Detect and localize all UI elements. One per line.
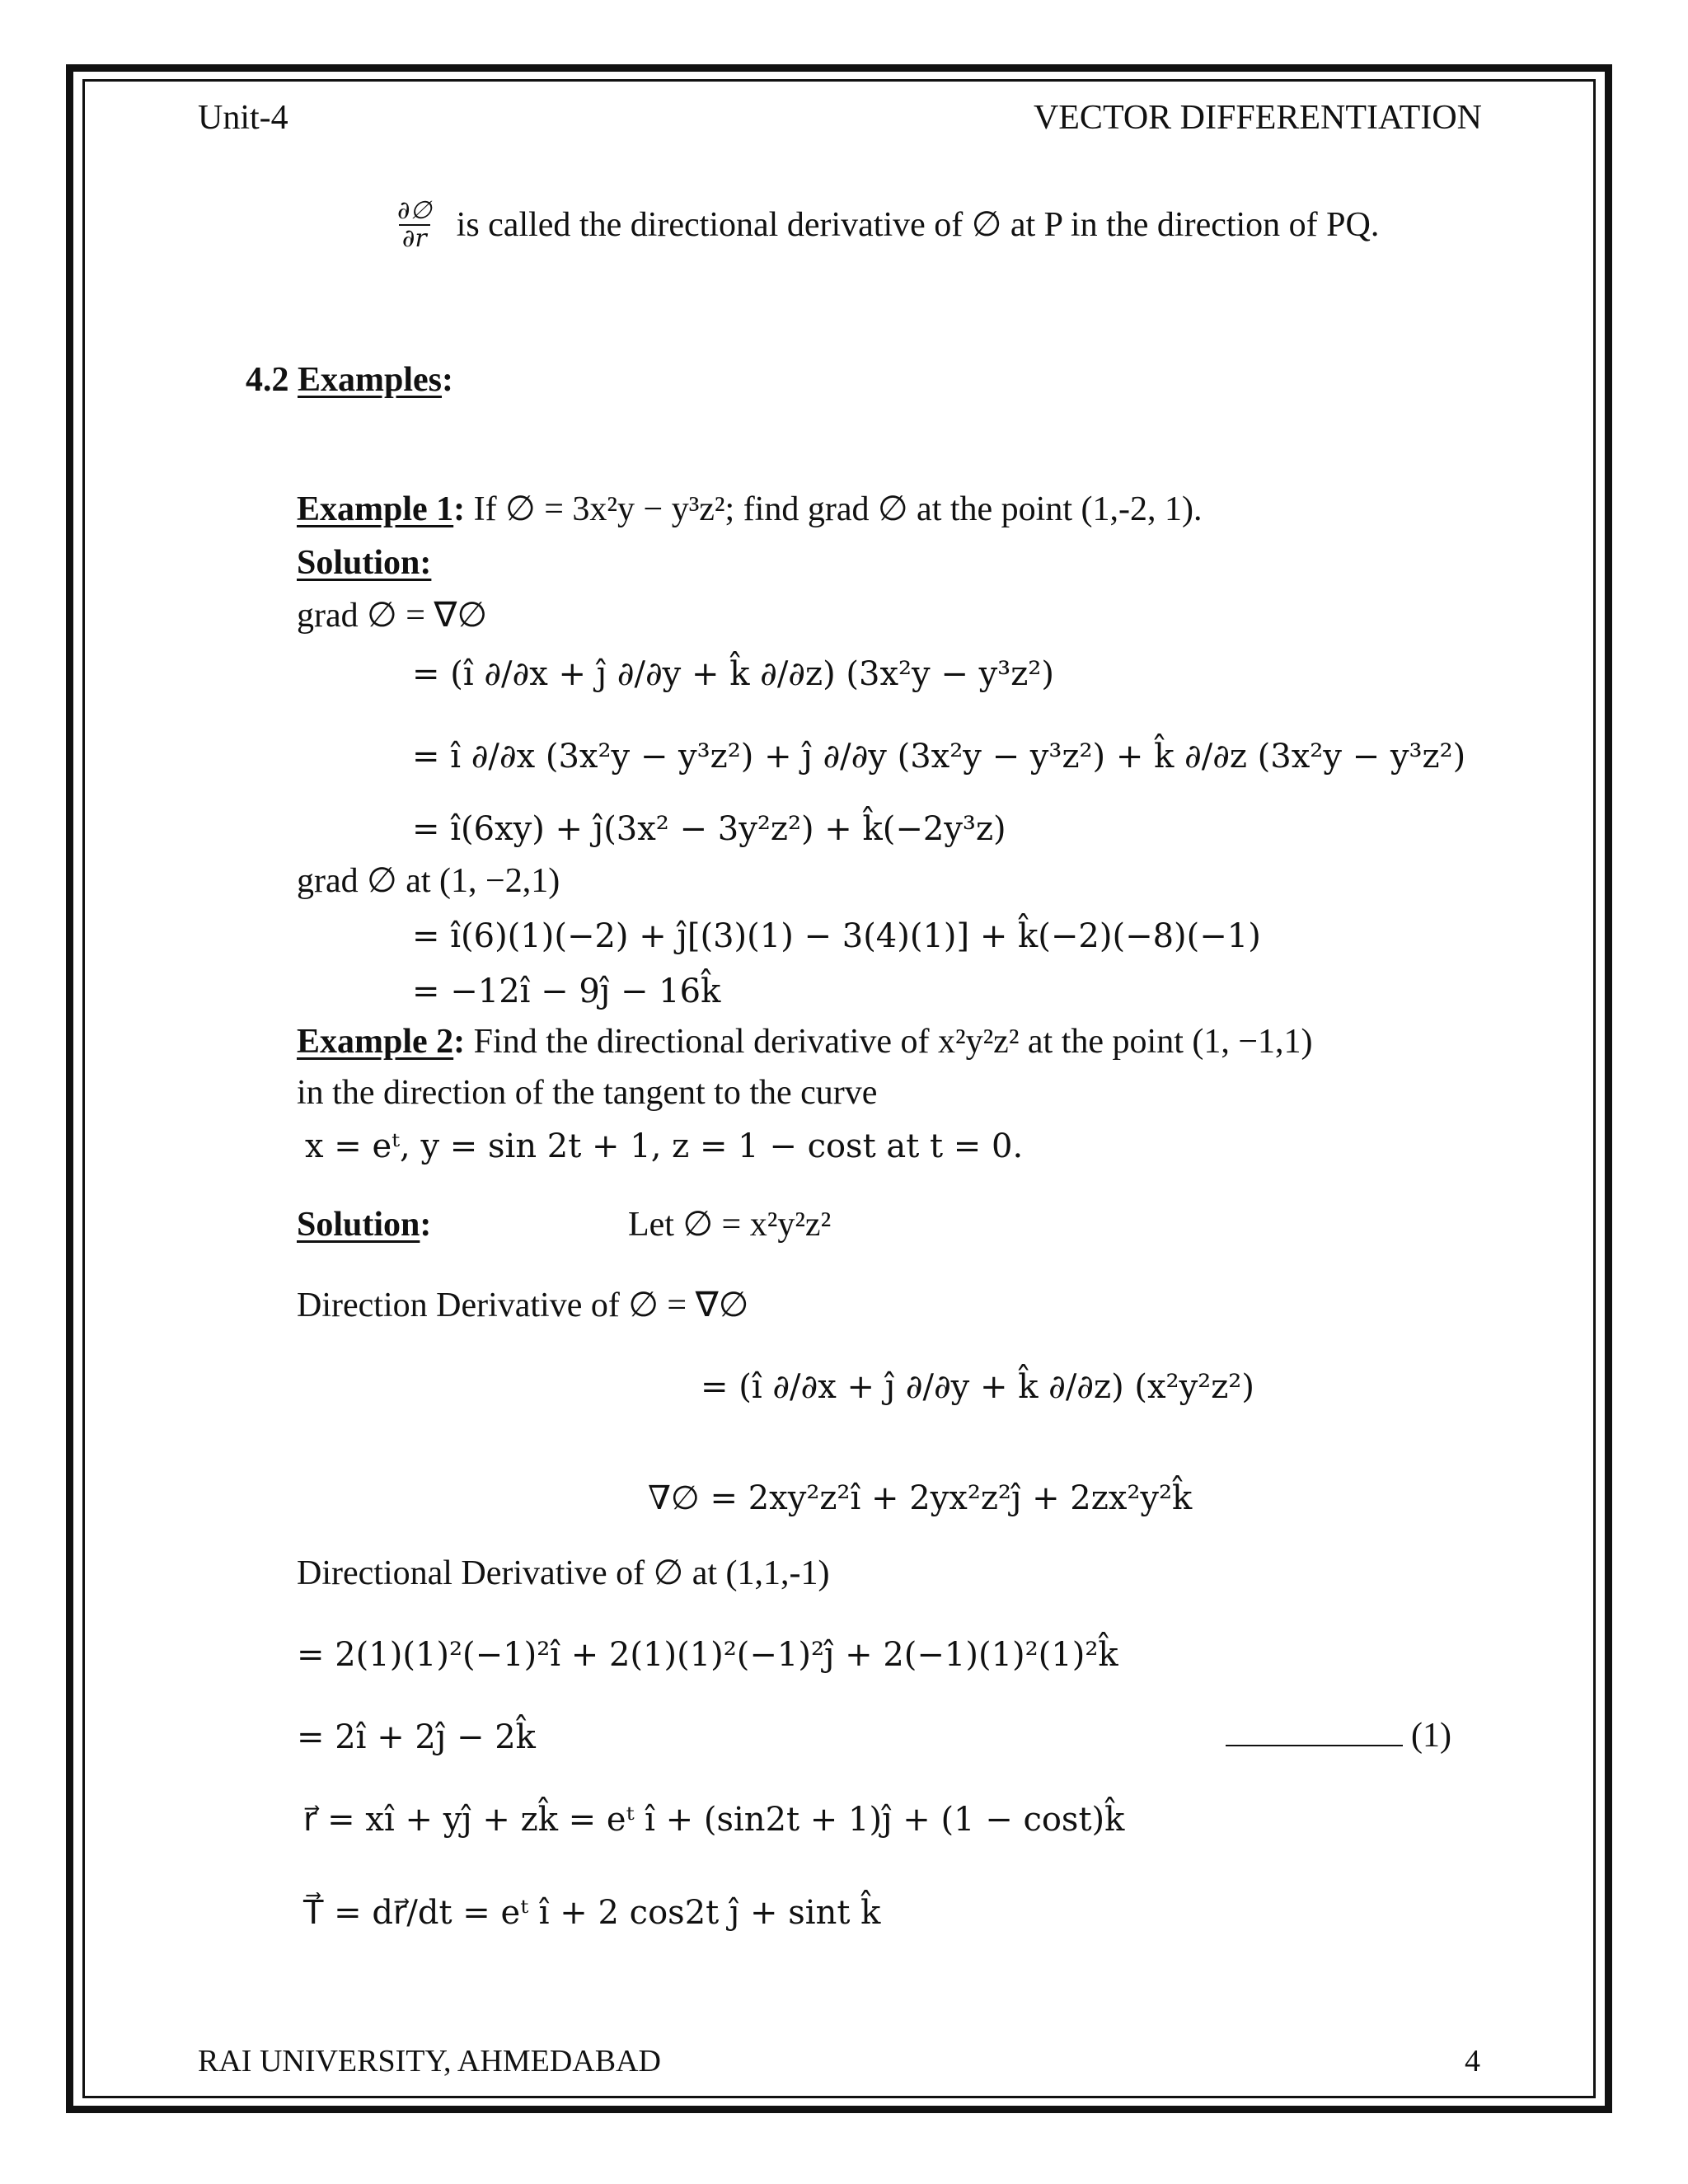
- example2-T-line: T⃗ = dr⃗/dt = eᵗ î + 2 cos2t ĵ + sint k̂: [303, 1894, 881, 1932]
- section-colon: :: [442, 361, 454, 399]
- example1-line-5: grad ∅ at (1, −2,1): [297, 862, 560, 900]
- example2-statement-3: x = eᵗ, y = sin 2t + 1, z = 1 − cost at t = 0.: [305, 1127, 1024, 1165]
- example1-line-3: = î ∂/∂x (3x²y − y³z²) + ĵ ∂/∂y (3x²y − y³z²) + k̂ ∂/∂z (3x²y − y³z²): [412, 738, 1466, 776]
- intro-text: is called the directional derivative of ∅ at P in the direction of PQ.: [456, 205, 1380, 244]
- example1-solution-label: Solution:: [297, 544, 432, 582]
- example1-line-6: = î(6)(1)(−2) + ĵ[(3)(1) − 3(4)(1)] + k̂(−2)(−8)(−1): [412, 917, 1261, 955]
- example2-grad-line: ∇∅ = 2xy²z²î + 2yx²z²ĵ + 2zx²y²k̂: [648, 1479, 1193, 1517]
- example2-result-line: = 2î + 2ĵ − 2k̂: [297, 1718, 536, 1756]
- example2-solution-label: Solution: [297, 1206, 420, 1244]
- example2-colon: :: [453, 1023, 466, 1061]
- example2-dd-line: Direction Derivative of ∅ = ∇∅: [297, 1286, 749, 1324]
- example1-statement-line: [297, 492, 1202, 527]
- example1-line-4: = î(6xy) + ĵ(3x² − 3y²z²) + k̂(−2y³z): [412, 810, 1006, 848]
- example2-dd-at: Directional Derivative of ∅ at (1,1,-1): [297, 1554, 830, 1592]
- example2-label: Example 2: [297, 1023, 454, 1061]
- frac-denominator: ∂r: [399, 224, 430, 252]
- equation-blank-line: [1226, 1718, 1403, 1746]
- example2-statement-line-1: [297, 1024, 1313, 1059]
- example2-let: Let ∅ = x²y²z²: [628, 1206, 832, 1244]
- example2-statement-1: Find the directional derivative of x²y²z² at the point (1, −1,1): [473, 1023, 1313, 1061]
- intro-line: [394, 198, 1379, 251]
- example2-solution-row: [297, 1207, 431, 1242]
- equation-number: (1): [1411, 1717, 1451, 1755]
- example2-operator-line: = (î ∂/∂x + ĵ ∂/∂y + k̂ ∂/∂z) (x²y²z²): [701, 1368, 1254, 1406]
- example1-colon: :: [453, 490, 466, 528]
- section-number: 4.2: [246, 361, 289, 399]
- header-unit: Unit-4: [198, 99, 288, 137]
- footer-university: RAI UNIVERSITY, AHMEDABAD: [198, 2044, 661, 2079]
- example1-line-7: = −12î − 9ĵ − 16k̂: [412, 972, 721, 1010]
- frac-numerator: ∂∅: [397, 196, 432, 225]
- example1-line-2: = (î ∂/∂x + ĵ ∂/∂y + k̂ ∂/∂z) (3x²y − y³z²): [412, 655, 1054, 693]
- example2-r-line: r⃗ = xî + yĵ + zk̂ = eᵗ î + (sin2t + 1)ĵ + (1 − cost)k̂: [303, 1801, 1125, 1839]
- equation-number-row: [1226, 1718, 1451, 1753]
- example2-statement-2: in the direction of the tangent to the curve: [297, 1074, 878, 1112]
- example1-label: Example 1: [297, 490, 454, 528]
- example1-line-1: grad ∅ = ∇∅: [297, 597, 488, 635]
- partial-fraction: [394, 198, 435, 251]
- section-title: Examples: [298, 361, 443, 399]
- header-title: VECTOR DIFFERENTIATION: [1033, 99, 1482, 137]
- example1-statement: If ∅ = 3x²y − y³z²; find grad ∅ at the point (1,-2, 1).: [473, 490, 1203, 528]
- example2-eval-line: = 2(1)(1)²(−1)²î + 2(1)(1)²(−1)²ĵ + 2(−1)(1)²(1)²k̂: [297, 1636, 1118, 1674]
- page-number: 4: [1465, 2044, 1480, 2079]
- example2-solution-colon: :: [420, 1206, 432, 1244]
- section-heading: [246, 363, 453, 397]
